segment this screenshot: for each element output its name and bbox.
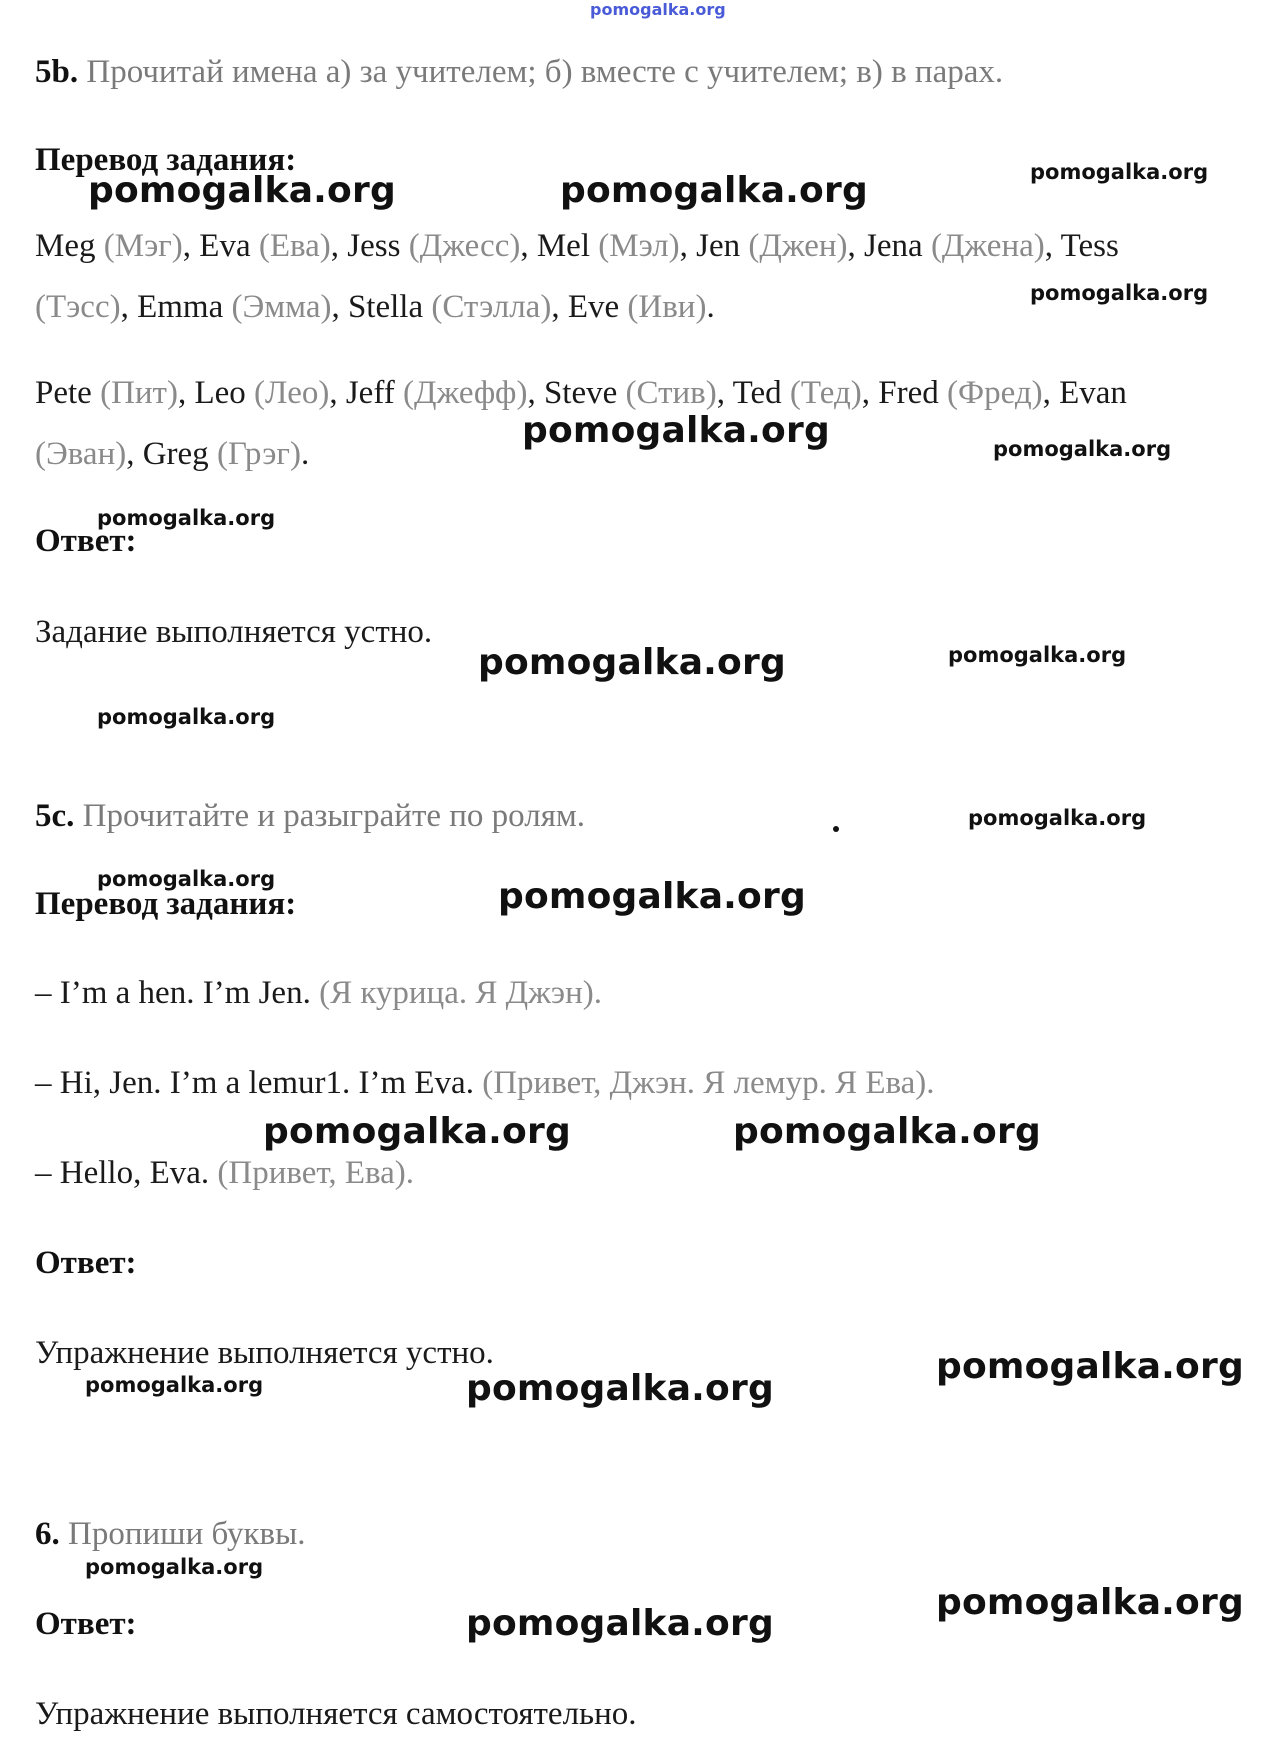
separator: , bbox=[551, 289, 568, 325]
separator: , bbox=[1044, 228, 1061, 264]
dialogue-line-3 bbox=[35, 1153, 414, 1193]
watermark: pomogalka.org bbox=[733, 1111, 1041, 1152]
name-ru: (Пит) bbox=[91, 375, 178, 411]
stray-dot bbox=[833, 826, 839, 832]
ex5b-answer-text: Задание выполняется устно. bbox=[35, 614, 433, 650]
ex5b-answer-heading: Ответ: bbox=[35, 523, 137, 559]
name-en: Mel bbox=[536, 228, 591, 264]
watermark: pomogalka.org bbox=[466, 1603, 774, 1644]
name-ru: (Джена) bbox=[922, 228, 1045, 264]
separator: , bbox=[329, 375, 346, 411]
name-en: Jen bbox=[696, 228, 741, 264]
name-ru: (Джефф) bbox=[394, 375, 528, 411]
separator: , bbox=[330, 228, 348, 264]
watermark: pomogalka.org bbox=[1030, 160, 1209, 184]
separator: , bbox=[1042, 375, 1060, 411]
ex5b-boys-line-1 bbox=[35, 373, 1127, 413]
name-ru: (Джен) bbox=[740, 228, 848, 264]
name-ru: (Фред) bbox=[938, 375, 1043, 411]
name-en: Eve bbox=[567, 289, 620, 325]
separator: , bbox=[847, 228, 865, 264]
separator: . bbox=[706, 289, 715, 325]
ex5c-number: 5c. bbox=[35, 798, 75, 834]
watermark: pomogalka.org bbox=[88, 170, 396, 211]
name-ru: (Иви) bbox=[619, 289, 707, 325]
separator: , bbox=[861, 375, 879, 411]
watermark: pomogalka.org bbox=[97, 506, 276, 530]
name-en: Meg bbox=[35, 228, 96, 264]
ex5c-answer-text: Упражнение выполняется устно. bbox=[35, 1335, 494, 1371]
name-ru: (Тэсс) bbox=[35, 289, 121, 325]
dialogue-line-2-en: – Hi, Jen. I’m a lemur1. I’m Eva. bbox=[35, 1065, 474, 1101]
name-en: Fred bbox=[878, 375, 939, 411]
name-ru: (Грэг) bbox=[208, 436, 301, 472]
ex5c-task: Прочитайте и разыграйте по ролям. bbox=[82, 798, 586, 834]
ex5b-task-line bbox=[35, 52, 1003, 92]
separator: , bbox=[527, 375, 544, 411]
ex6-task: Пропиши буквы. bbox=[68, 1516, 306, 1552]
dialogue-line-1 bbox=[35, 973, 602, 1013]
watermark: pomogalka.org bbox=[498, 876, 806, 917]
name-en: Stella bbox=[347, 289, 424, 325]
name-en: Pete bbox=[35, 375, 92, 411]
watermark: pomogalka.org bbox=[466, 1368, 774, 1409]
name-ru: (Мэг) bbox=[95, 228, 183, 264]
watermark: pomogalka.org bbox=[97, 705, 276, 729]
watermark: pomogalka.org bbox=[936, 1582, 1244, 1623]
ex5b-translation-heading: Перевод задания: bbox=[35, 142, 297, 178]
name-ru: (Лео) bbox=[245, 375, 330, 411]
ex6-number: 6. bbox=[35, 1516, 60, 1552]
dialogue-line-1-en: – I’m a hen. I’m Jen. bbox=[35, 975, 311, 1011]
name-en: Jena bbox=[864, 228, 923, 264]
name-ru: (Эмма) bbox=[223, 289, 332, 325]
separator: , bbox=[520, 228, 537, 264]
dialogue-line-3-ru: (Привет, Ева). bbox=[209, 1155, 415, 1191]
name-ru: (Стив) bbox=[617, 375, 717, 411]
name-en: Steve bbox=[543, 375, 618, 411]
ex5c-task-line bbox=[35, 796, 585, 836]
watermark: pomogalka.org bbox=[948, 643, 1127, 667]
watermark: pomogalka.org bbox=[85, 1373, 264, 1397]
dialogue-line-1-ru: (Я курица. Я Джэн). bbox=[310, 975, 602, 1011]
name-ru: (Тед) bbox=[781, 375, 862, 411]
watermark: pomogalka.org bbox=[85, 1555, 264, 1579]
watermark: pomogalka.org bbox=[97, 867, 276, 891]
separator: , bbox=[177, 375, 195, 411]
name-ru: (Ева) bbox=[250, 228, 331, 264]
dialogue-line-2-ru: (Привет, Джэн. Я лемур. Я Ева). bbox=[473, 1065, 935, 1101]
separator: , bbox=[120, 289, 138, 325]
ex5b-task: Прочитай имена а) за учителем; б) вместе с учителем; в) в парах. bbox=[86, 54, 1004, 90]
watermark: pomogalka.org bbox=[560, 170, 868, 211]
watermark: pomogalka.org bbox=[478, 642, 786, 683]
watermark: pomogalka.org bbox=[1030, 281, 1209, 305]
name-en: Jess bbox=[347, 228, 401, 264]
name-en: Tess bbox=[1060, 228, 1119, 264]
name-en: Evan bbox=[1059, 375, 1127, 411]
name-en: Eva bbox=[199, 228, 251, 264]
separator: , bbox=[716, 375, 733, 411]
separator: , bbox=[331, 289, 348, 325]
separator: , bbox=[182, 228, 200, 264]
watermark: pomogalka.org bbox=[522, 410, 830, 451]
ex5b-girls-line-2 bbox=[35, 287, 715, 327]
ex5b-girls-line-1 bbox=[35, 226, 1119, 266]
separator: . bbox=[300, 436, 310, 472]
name-en: Jeff bbox=[345, 375, 395, 411]
name-en: Emma bbox=[137, 289, 224, 325]
ex5c-answer-heading: Ответ: bbox=[35, 1245, 137, 1281]
separator: , bbox=[126, 436, 143, 472]
watermark: pomogalka.org bbox=[993, 437, 1172, 461]
ex5b-boys-line-2 bbox=[35, 434, 309, 474]
watermark: pomogalka.org bbox=[936, 1346, 1244, 1387]
dialogue-line-2 bbox=[35, 1063, 935, 1103]
ex6-answer-text: Упражнение выполняется самостоятельно. bbox=[35, 1696, 637, 1732]
name-ru: (Эван) bbox=[35, 436, 127, 472]
ex5c-translation-heading: Перевод задания: bbox=[35, 886, 297, 922]
dialogue-line-3-en: – Hello, Eva. bbox=[35, 1155, 210, 1191]
ex6-task-line bbox=[35, 1514, 306, 1554]
watermark: pomogalka.org bbox=[968, 806, 1147, 830]
separator: , bbox=[679, 228, 697, 264]
ex5b-number: 5b. bbox=[35, 54, 79, 90]
header-watermark: pomogalka.org bbox=[590, 0, 726, 19]
watermark: pomogalka.org bbox=[263, 1111, 571, 1152]
name-en: Ted bbox=[732, 375, 782, 411]
name-ru: (Джесс) bbox=[400, 228, 521, 264]
name-ru: (Мэл) bbox=[590, 228, 680, 264]
name-en: Leo bbox=[194, 375, 246, 411]
name-ru: (Стэлла) bbox=[423, 289, 552, 325]
name-en: Greg bbox=[142, 436, 209, 472]
ex6-answer-heading: Ответ: bbox=[35, 1606, 137, 1642]
